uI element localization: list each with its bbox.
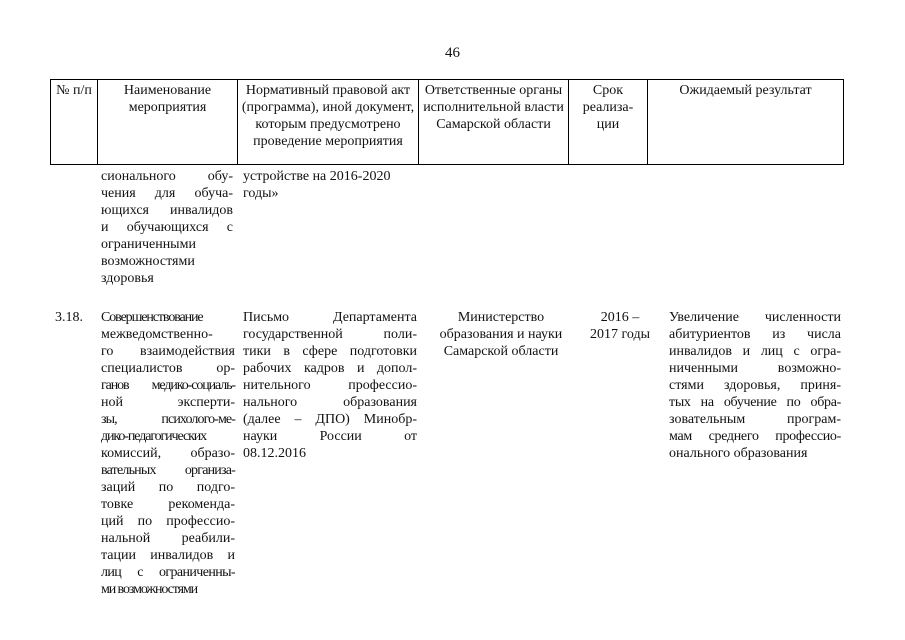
text-line: Совершенствование xyxy=(101,310,203,325)
responsible-authority xyxy=(427,309,575,360)
text-line: нальной реабили- xyxy=(101,531,235,546)
header-row xyxy=(51,80,844,165)
text-line: нального образования xyxy=(243,395,417,410)
text-line: ниченными возможно- xyxy=(669,361,841,376)
header-responsible-authority: Ответственные органы исполнительной власти Самарской области xyxy=(419,80,569,165)
text-line: заций по подго- xyxy=(101,480,235,495)
header-legal-act: Нормативный правовой акт (программа), иной документ, которым предусмотрено проведение мероприятия xyxy=(238,80,419,165)
row-number: 3.18. xyxy=(55,310,83,325)
text-line: вательных организа- xyxy=(101,463,235,478)
continued-event-name xyxy=(101,168,233,287)
text-line: (далее – ДПО) Минобр- xyxy=(243,412,417,427)
text-line: тых на обучение по обра- xyxy=(669,395,841,410)
text-line: государственной поли- xyxy=(243,327,417,342)
text-line: образования и науки xyxy=(439,327,563,342)
text-line: тации инвалидов и xyxy=(101,548,235,563)
text-line: товке рекоменда- xyxy=(101,497,235,512)
continued-legal-act xyxy=(243,168,419,202)
header-expected-result: Ожидаемый результат xyxy=(648,80,844,165)
text-line: устройстве на 2016-2020 xyxy=(243,169,391,184)
text-line: 2017 годы xyxy=(589,327,651,342)
text-line: стями здоровья, приня- xyxy=(669,378,841,393)
text-line: дико-педагогических xyxy=(101,429,207,444)
text-line: го взаимодействия xyxy=(101,344,235,359)
text-line: тики в сфере подготовки xyxy=(243,344,417,359)
header-term: Срок реализа-ции xyxy=(569,80,648,165)
text-line: специалистов ор- xyxy=(101,361,235,376)
text-line: чения для обуча- xyxy=(101,186,233,201)
text-line: мам среднего профессио- xyxy=(669,429,841,444)
text-line: здоровья xyxy=(101,271,154,286)
text-line: межведомственно- xyxy=(101,327,213,342)
text-line: ций по профессио- xyxy=(101,514,235,529)
implementation-term xyxy=(580,309,660,343)
text-line: Увеличение численности xyxy=(669,310,841,325)
legal-act xyxy=(243,309,417,462)
header-number: № п/п xyxy=(51,80,98,165)
text-line: инвалидов и лиц с огра- xyxy=(669,344,841,359)
text-line: ограниченными xyxy=(101,237,196,252)
text-line: рабочих кадров и допол- xyxy=(243,361,417,376)
text-line: онального образования xyxy=(669,446,808,461)
text-line: Письмо Департамента xyxy=(243,310,417,325)
event-name xyxy=(101,309,235,598)
text-line: сионального обу- xyxy=(101,169,233,184)
text-line: 08.12.2016 xyxy=(243,446,306,461)
table-header xyxy=(50,79,844,165)
text-line: и обучающихся с xyxy=(101,220,233,235)
text-line: Министерство xyxy=(457,310,545,325)
text-line: Самарской области xyxy=(443,344,559,359)
text-line: годы» xyxy=(243,186,279,201)
text-line: комиссий, образо- xyxy=(101,446,235,461)
text-line: зовательным програм- xyxy=(669,412,841,427)
text-line: зы, психолого-ме- xyxy=(101,412,235,427)
text-line: ми возможностями xyxy=(101,582,198,597)
expected-result xyxy=(669,309,841,462)
text-line: 2016 – xyxy=(600,310,640,325)
page-number: 46 xyxy=(445,45,460,61)
text-line: лиц с ограниченны- xyxy=(101,565,235,580)
header-event-name: Наименование мероприятия xyxy=(98,80,238,165)
text-line: возможностями xyxy=(101,254,195,269)
text-line: ющихся инвалидов xyxy=(101,203,233,218)
text-line: абитуриентов из числа xyxy=(669,327,841,342)
text-line: ной эксперти- xyxy=(101,395,235,410)
text-line: нительного профессио- xyxy=(243,378,417,393)
text-line: науки России от xyxy=(243,429,417,444)
text-line: ганов медико-социаль- xyxy=(101,378,235,393)
